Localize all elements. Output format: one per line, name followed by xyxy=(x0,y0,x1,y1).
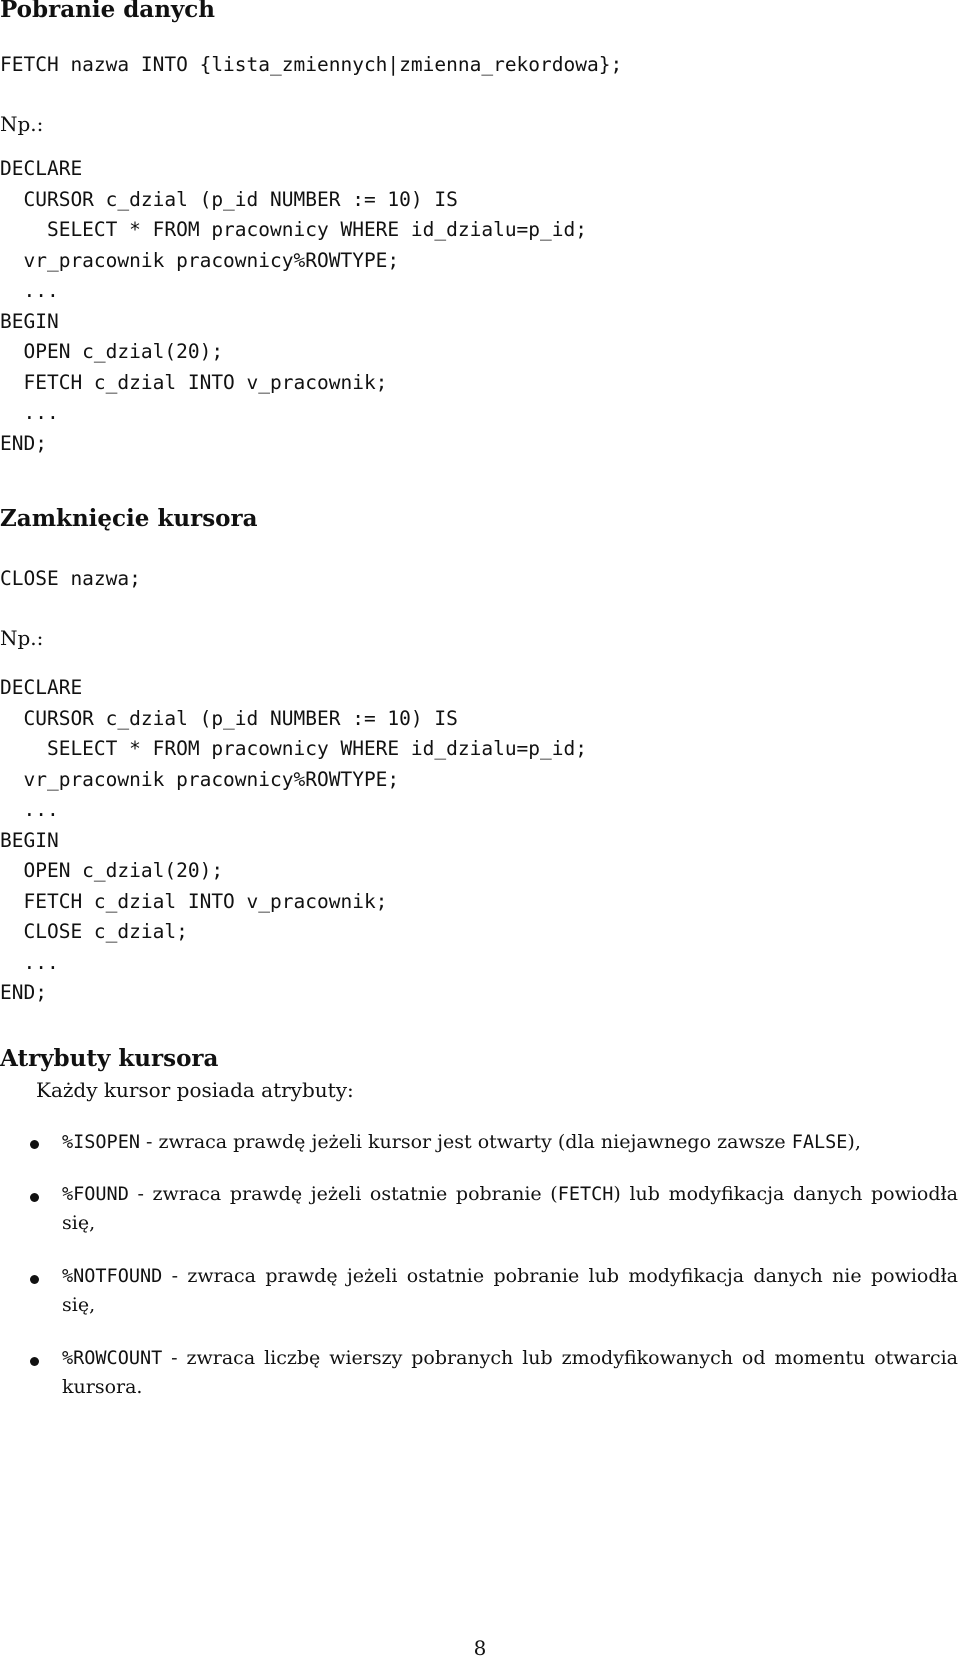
example-label-close: Np.: xyxy=(0,626,44,650)
attributes-intro: Każdy kursor posiada atrybuty: xyxy=(36,1078,354,1102)
bullet-marker xyxy=(30,1193,39,1202)
attribute-description: - zwraca prawdę jeżeli ostatnie pobranie lub modyfikacja danych nie powiodła się, xyxy=(62,1265,958,1316)
bullet-marker xyxy=(30,1357,39,1366)
example-label-fetch: Np.: xyxy=(0,112,44,136)
attribute-description: - zwraca liczbę wierszy pobranych lub zmodyfikowanych od momentu otwarcia kursora. xyxy=(62,1347,958,1398)
section-heading-attributes: Atrybuty kursora xyxy=(0,1045,219,1072)
attribute-code: %ROWCOUNT xyxy=(62,1348,163,1369)
page-number: 8 xyxy=(473,1636,487,1660)
close-syntax: CLOSE nazwa; xyxy=(0,567,141,590)
attribute-item-isopen xyxy=(62,1128,958,1157)
attribute-code: %NOTFOUND xyxy=(62,1266,163,1287)
attribute-description-end: ), xyxy=(847,1131,861,1153)
attribute-item-rowcount xyxy=(62,1344,958,1402)
attribute-description-end: ) lub modyfikacja danych powiodła się, xyxy=(62,1183,958,1234)
bullet-marker xyxy=(30,1275,39,1284)
bullet-marker xyxy=(30,1140,39,1149)
attribute-code: %ISOPEN xyxy=(62,1132,140,1153)
attribute-description: - zwraca prawdę jeżeli kursor jest otwarty (dla niejawnego zawsze xyxy=(139,1131,792,1153)
attribute-code: %FOUND xyxy=(62,1184,129,1205)
attribute-item-found xyxy=(62,1180,958,1237)
fetch-syntax: FETCH nazwa INTO {lista_zmiennych|zmienna_rekordowa}; xyxy=(0,53,623,76)
code-block-fetch-example: DECLARE CURSOR c_dzial (p_id NUMBER := 10) IS SELECT * FROM pracownicy WHERE id_dzialu=p_id; vr_pracownik pracownicy%ROWTYPE; ... BEGIN OPEN c_dzial(20); FETCH c_dzial INTO v_pracownik; ... END; xyxy=(0,157,587,455)
attribute-description: - zwraca prawdę jeżeli ostatnie pobranie ( xyxy=(128,1183,558,1205)
inline-code: FETCH xyxy=(557,1184,614,1205)
inline-code: FALSE xyxy=(791,1132,848,1153)
section-heading-fetch: Pobranie danych xyxy=(0,0,216,23)
code-block-close-example: DECLARE CURSOR c_dzial (p_id NUMBER := 10) IS SELECT * FROM pracownicy WHERE id_dzialu=p_id; vr_pracownik pracownicy%ROWTYPE; ... BEGIN OPEN c_dzial(20); FETCH c_dzial INTO v_pracownik; CLOSE c_dzial; ... END; xyxy=(0,676,587,1004)
section-heading-close: Zamknięcie kursora xyxy=(0,505,258,532)
attribute-item-notfound xyxy=(62,1262,958,1320)
